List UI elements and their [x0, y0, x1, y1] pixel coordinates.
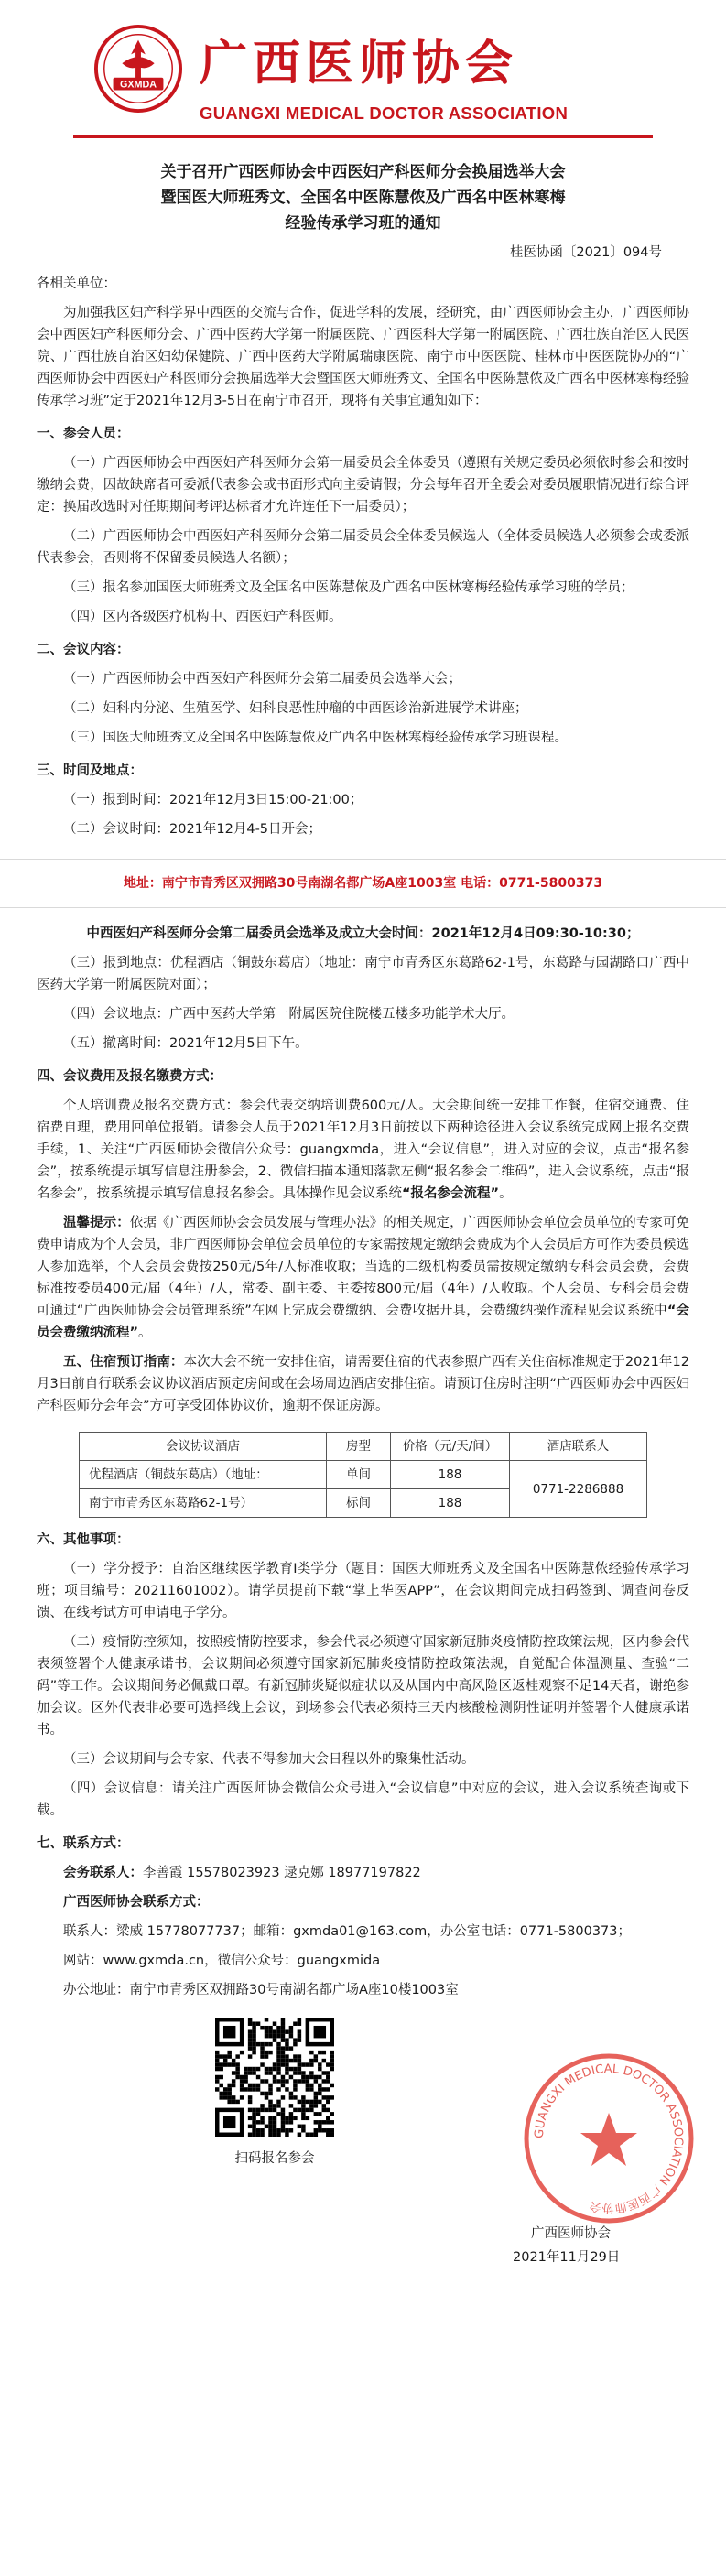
fee-text: 个人培训费及报名交费方式：参会代表交纳培训费600元/人。大会期间统一安排工作餐，住宿交通费、住宿费自理，费用回单位报销。请参会人员于2021年12月3日前按以下两种途径进入会议系统完成网上报名交费手续，1、关注“广西医师协会微信公众号：guangxmda，进入“会议信息”，进入对应的会议，点击“报名参会”，按系统提示填写信息注册参会，2、微信扫描本通知落款左侧“报名参会二维码”，进入会议系统，点击“报名参会”，按系统提示填写信息报名参会。具体操作见会议系统 — [37, 1099, 689, 1201]
room-type-cell: 单间 — [327, 1461, 391, 1489]
office-address: 办公地址：南宁市青秀区双拥路30号南湖名都广场A座10楼1003室 — [63, 1983, 459, 1997]
document-number: 桂医协函〔2021〕094号 — [509, 245, 662, 260]
signature-area — [37, 2010, 689, 2312]
section-item: （一）广西医师协会中西医妇产科医师分会第一届委员会全体委员（遵照有关规定委员必须依时参会和按时缴纳会费，因故缺席者可委派代表参会或书面形式向主委请假；分会每年召开全委会对委员履职情况进行综合评定：换届改选时对任期期间考评达标者才允许连任下一届委员）； — [37, 456, 689, 514]
section-item: （四）会议信息：请关注广西医师协会微信公众号进入“会议信息”中对应的会议，进入会议系统查询或下载。 — [37, 1781, 689, 1818]
hotel-name-cell: 优程酒店（铜鼓东葛店）（地址： — [80, 1461, 327, 1489]
section-item: （三）报到地点：优程酒店（铜鼓东葛店）（地址：南宁市青秀区东葛路62-1号，东葛路与园湖路口广西中医药大学第一附属医院对面）； — [37, 956, 689, 992]
title-line: 关于召开广西医师协会中西医妇产科医师分会换届选举大会 — [160, 163, 566, 181]
tips-label: 温馨提示： — [63, 1216, 130, 1230]
org-name-en: GUANGXI MEDICAL DOCTOR ASSOCIATION — [200, 103, 569, 123]
qr-caption: 扫码报名参会 — [234, 2151, 315, 2166]
tips-text-end: 。 — [138, 1326, 152, 1340]
section-heading: 一、参会人员： — [37, 427, 130, 441]
registration-qr-code[interactable] — [215, 2018, 334, 2137]
header-divider — [73, 135, 653, 138]
title-line: 暨国医大师班秀文、全国名中医陈慧侬及广西名中医林寒梅 — [160, 189, 566, 207]
section-item: （一）广西医师协会中西医妇产科医师分会第二届委员会选举大会； — [63, 672, 461, 687]
registration-flow-ref: “报名参会流程” — [402, 1186, 500, 1201]
table-header: 会议协议酒店 — [80, 1433, 327, 1461]
table-header-row — [80, 1433, 647, 1461]
lodging-text: 本次大会不统一安排住宿，请需要住宿的代表参照广西有关住宿标准规定于2021年12月3日前自行联系会议协议酒店预定房间或在会场周边酒店安排住宿。请预订住房时注明“广西医师协会中西医妇产科医师分会年会”方可享受团体协议价，逾期不保证房源。 — [37, 1355, 690, 1413]
organizer-label: 会务联系人： — [63, 1866, 143, 1880]
org-name-cn: 广西医师协会 — [200, 36, 519, 92]
assoc-contact-label: 广西医师协会联系方式： — [63, 1895, 210, 1910]
official-seal-icon — [517, 2047, 700, 2230]
address-bar: 地址：南宁市青秀区双拥路30号南湖名都广场A座1003室 电话：0771-5800373 — [0, 859, 726, 908]
lodging-paragraph — [37, 1351, 689, 1417]
tips-paragraph — [37, 1212, 689, 1344]
title-line: 经验传承学习班的通知 — [285, 214, 441, 233]
section-heading: 二、会议内容： — [37, 643, 130, 657]
section-item: （五）撤离时间：2021年12月5日下午。 — [63, 1036, 309, 1051]
section-item: （二）疫情防控须知，按照疫情防控要求，参会代表必须遵守国家新冠肺炎疫情防控政策法规，区内参会代表须签署个人健康承诺书，会议期间必须遵守国家新冠肺炎疫情防控政策法规，自觉配合体温测量、查验“二码”等工作。会议期间务必佩戴口罩。有新冠肺炎疑似症状以及从国内中高风险区返桂观察不足14天者，谢绝参加会议。区外代表非必要可选择线上会议，到场参会代表必须持三天内核酸检测阴性证明并签署个人健康承诺书。 — [37, 1635, 689, 1737]
logo-text: GXMDA — [119, 79, 157, 91]
section-item: （四）会议地点：广西中医药大学第一附属医院住院楼五楼多功能学术大厅。 — [63, 1007, 515, 1022]
section-item: （三）报名参加国医大师班秀文及全国名中医陈慧侬及广西名中医林寒梅经验传承学习班的学员； — [63, 580, 634, 595]
salutation: 各相关单位： — [37, 276, 116, 291]
election-meeting-time: 中西医妇产科医师分会第二届委员会选举及成立大会时间：2021年12月4日09:30-10:30； — [86, 926, 640, 941]
qr-block — [211, 2018, 339, 2170]
signing-date: 2021年11月29日 — [513, 2250, 621, 2265]
seal-text: GUANGXI MEDICAL DOCTOR ASSOCIATION 广西医师协会 — [532, 2062, 686, 2215]
section-heading: 六、其他事项： — [37, 1532, 130, 1547]
section-heading: 四、会议费用及报名缴费方式： — [37, 1069, 222, 1084]
table-header: 房型 — [327, 1433, 391, 1461]
section-heading: 七、联系方式： — [37, 1836, 130, 1851]
section-item: （一）学分授予：自治区继续医学教育I类学分（题目：国医大师班秀文及全国名中医陈慧侬经验传承学习班；项目编号：20211601002）。请学员提前下载“掌上华医APP”，在会议期间完成扫码签到、调查问卷反馈、在线考试方可申请电子学分。 — [37, 1562, 689, 1620]
hotel-table — [79, 1432, 647, 1518]
fee-paragraph — [37, 1095, 689, 1205]
letterhead — [37, 0, 689, 146]
table-row — [80, 1461, 647, 1489]
section-item: （三）国医大师班秀文及全国名中医陈慧侬及广西名中医林寒梅经验传承学习班课程。 — [63, 731, 568, 745]
section-item: （二）广西医师协会中西医妇产科医师分会第二届委员会全体委员候选人（全体委员候选人必须参会或委派代表参会，否则将不保留委员候选人名额）； — [37, 529, 689, 566]
section-item: （二）妇科内分泌、生殖医学、妇科良恶性肿瘤的中西医诊治新进展学术讲座； — [63, 701, 528, 716]
section-item: （一）报到时间：2021年12月3日15:00-21:00； — [63, 793, 363, 807]
association-logo-icon — [93, 24, 183, 114]
organizer-value: 李善霞 15578023923 逯克娜 18977197822 — [143, 1866, 421, 1880]
price-cell: 188 — [391, 1461, 510, 1489]
hotel-address-cell: 南宁市青秀区东葛路62-1号） — [80, 1489, 327, 1518]
section-item: （四）区内各级医疗机构中、西医妇产科医师。 — [63, 610, 342, 624]
tips-text: 依据《广西医师协会会员发展与管理办法》的相关规定，广西医师协会单位会员单位的专家可免费申请成为个人会员，非广西医师协会单位会员单位的专家需按规定缴纳会费成为个人会员后方可作为委员候选人参加选举，个人会员会费按250元/5年/人标准收取；当选的二级机构委员需按规定缴纳专科会员会费，会费标准按委员400元/届（4年）/人，常委、副主委、主委按800元/届（4年）/人收取。个人会员、专科会员会费可通过“广西医师协会会员管理系统”在网上完成会费缴纳、会费收据开具，会费缴纳操作流程见会议系统中 — [37, 1216, 690, 1318]
price-cell: 188 — [391, 1489, 510, 1518]
section-item: （二）会议时间：2021年12月4-5日开会； — [63, 822, 322, 837]
intro-paragraph: 为加强我区妇产科学界中西医的交流与合作，促进学科的发展，经研究，由广西医师协会主办，广西医师协会中西医妇产科医师分会、广西中医药大学第一附属医院、广西医科大学第一附属医院、广西壮族自治区人民医院、广西壮族自治区妇幼保健院、广西中医药大学附属瑞康医院、南宁市中医医院、桂林市中医医院协办的“广西医师协会中西医妇产科医师分会换届选举大会暨国医大师班秀文、全国名中医陈慧侬及广西名中医林寒梅经验传承学习班”定于2021年12月3-5日在南宁市召开，现将有关事宜通知如下： — [37, 306, 689, 408]
section-item: （三）会议期间与会专家、代表不得参加大会日程以外的聚集性活动。 — [63, 1752, 475, 1767]
lodging-heading: 五、住宿预订指南： — [63, 1355, 184, 1369]
table-header: 酒店联系人 — [510, 1433, 647, 1461]
section-heading: 三、时间及地点： — [37, 763, 143, 778]
room-type-cell: 标间 — [327, 1489, 391, 1518]
organizer-contact — [37, 1862, 689, 1884]
fee-text-end: 。 — [499, 1186, 513, 1201]
notice-title — [37, 159, 689, 236]
website-line: 网站：www.gxmda.cn，微信公众号：guangxmida — [63, 1954, 381, 1968]
fee-flow-ref: “会员会费缴纳流程” — [37, 1304, 689, 1340]
assoc-contact: 联系人：梁威 15778077737；邮箱：gxmda01@163.com，办公室电话：0771-5800373； — [63, 1924, 632, 1939]
table-header: 价格（元/天/间） — [391, 1433, 510, 1461]
signing-organization: 广西医师协会 — [531, 2226, 611, 2241]
hotel-contact-cell: 0771-2286888 — [510, 1461, 647, 1518]
